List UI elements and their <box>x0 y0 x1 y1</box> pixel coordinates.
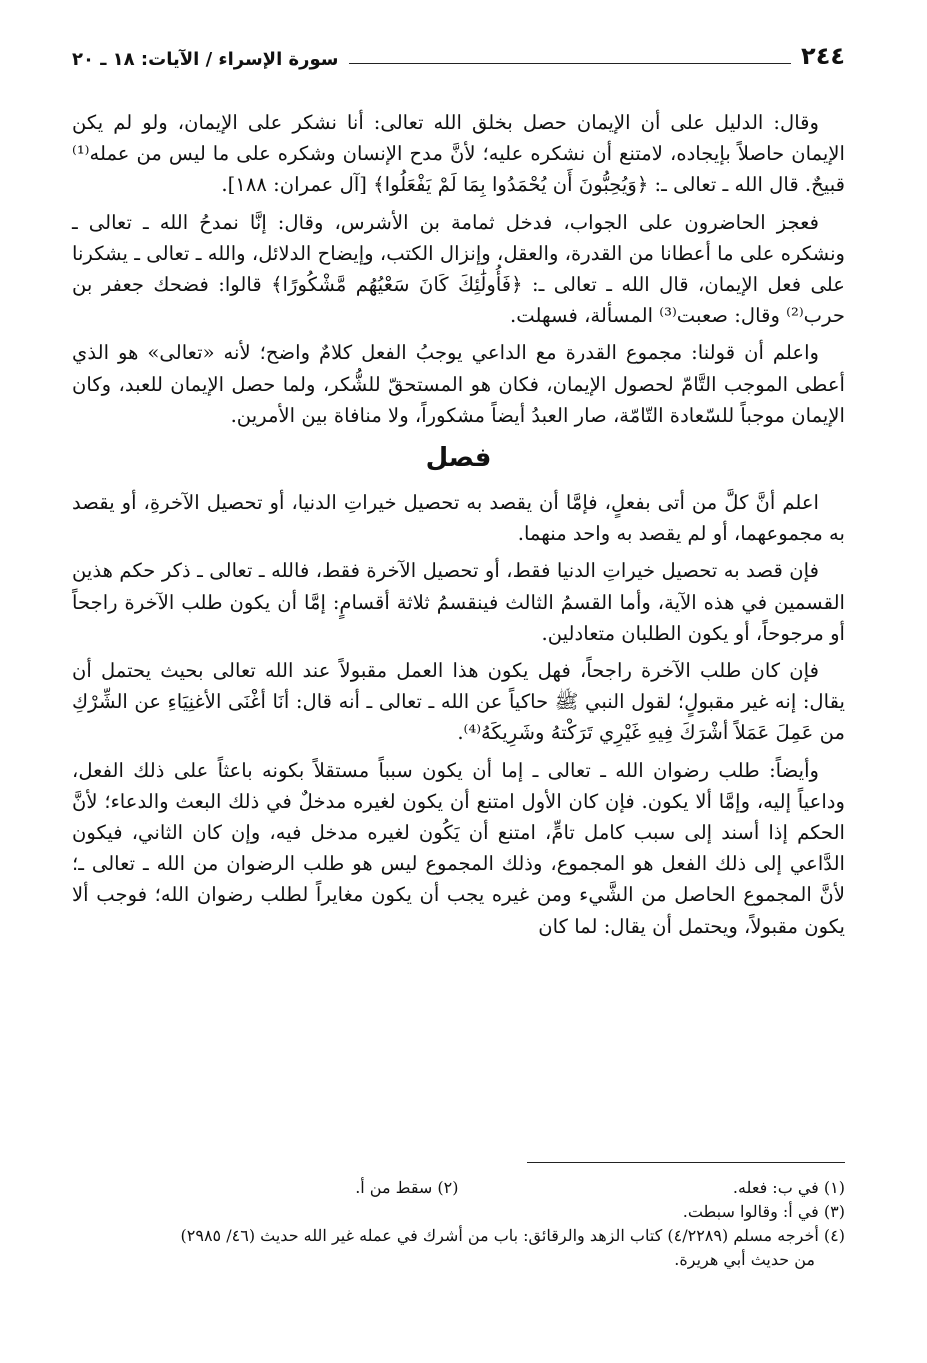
footnote-separator <box>527 1162 845 1163</box>
paragraph-3: واعلم أن قولنا: مجموع القدرة مع الداعي يوجبُ الفعل كلامٌ واضح؛ لأنه «تعالى» هو الذي أعطى الموجب التَّامّ لحصول الإيمان، فكان هو المستحقّ للشُّكر، ولما حصل الإيمان للعبد، وكان الإيمان موجباً للسّعادة التّامّة، صار العبدُ أيضاً مشكوراً، ولا منافاة بين الأمرين. <box>72 341 845 427</box>
footnote-4: (٤) أخرجه مسلم (٤/٢٢٨٩) كتاب الزهد والرقائق: باب من أشرك في عمله غير الله حديث (٤٦/ ٢٩٨٥) <box>180 1226 845 1245</box>
footnote-2: (٢) سقط من أ. <box>355 1178 459 1197</box>
paragraph-2: فعجز الحاضرون على الجواب، فدخل ثمامة بن الأشرس، وقال: إنَّا نمدحُ الله ـ تعالى ـ ونشكره على ما أعطانا من القدرة، والعقل، وإنزال الكتب، وإيضاح الدلائل، والله ـ تعالى ـ يشكرنا على فعل الإيمان، قال الله ـ تعالى ـ: ﴿فَأُولَٰئِكَ كَانَ سَعْيُهُم مَّشْكُورًا﴾ قالوا: فضحك جعفر بن حرب⁽²⁾ وقال: صعبت⁽³⁾ المسألة، فسهلت. <box>72 210 845 328</box>
footnote-1: (١) في ب: فعله. <box>732 1178 845 1197</box>
section-heading: فصل <box>425 443 492 474</box>
paragraph-1: وقال: الدليل على أن الإيمان حصل بخلق الله تعالى: أنا نشكر على الإيمان، ولو لم يكن الإيمان حاصلاً بإيجاده، لامتنع أن نشكره عليه؛ لأنَّ مدح الإنسان وشكره على ما ليس من عمله⁽¹⁾ قبيحٌ. قال الله ـ تعالى ـ: ﴿وَيُحِبُّونَ أَن يُحْمَدُوا بِمَا لَمْ يَفْعَلُوا﴾ [آل عمران: ١٨٨]. <box>72 111 845 197</box>
footnote-4-continued: من حديث أبي هريرة. <box>674 1250 815 1269</box>
sura-title: سورة الإسراء / الآيات: ١٨ ـ ٢٠ <box>72 49 339 70</box>
footnotes <box>72 1176 845 1272</box>
paragraph-5: فإن قصد به تحصيل خيراتِ الدنيا فقط، أو تحصيل الآخرة فقط، فالله ـ تعالى ـ ذكر حكم هذين القسمين في هذه الآية، وأما القسمُ الثالث فينقسمُ ثلاثة أقسامٍ: إمَّا أن يكون طلب الآخرة راجحاً أو مرجوحاً، أو يكون الطلبان متعادلين. <box>72 559 845 645</box>
paragraph-7: وأيضاً: طلب رضوان الله ـ تعالى ـ إما أن يكون سبباً مستقلاً بكونه باعثاً على ذلك الفعل، وداعياً إليه، وإمَّا ألا يكون. فإن كان الأول امتنع أن يكون لغيره مدخلٌ في ذلك البعث والدعاء؛ لأنَّ الحكم إذا أسند إلى سبب كامل تامٍّ، امتنع أن يَكُون لغيره مدخل فيه، وإن كان الثاني، فيكون الدَّاعي إلى ذلك الفعل هو المجموع، وذلك المجموع ليس هو طلب الرضوان من الله ـ تعالى ـ؛ لأنَّ المجموع الحاصل من الشَّيء ومن غيره يجب أن يكون مغايراً لطلب رضوان الله؛ فوجب ألا يكون مقبولاً، ويحتمل أن يقال: لما كان <box>72 758 845 938</box>
header-rule <box>349 63 792 64</box>
page-header <box>72 40 845 70</box>
paragraph-4: اعلم أنَّ كلَّ من أتى بفعلٍ، فإمَّا أن يقصد به تحصيل خيراتِ الدنيا، أو تحصيل الآخرةِ، أو يقصد به مجموعهما، أو لم يقصد به واحد منهما. <box>72 491 845 546</box>
paragraph-6: فإن كان طلب الآخرة راجحاً، فهل يكون هذا العمل مقبولاً عند الله تعالى بحيث يحتمل أن يقال: إنه غير مقبولٍ؛ لقول النبي ﷺ حاكياً عن الله ـ تعالى ـ أنه قال: أنَا أغْنَى الأغنِيَاءِ عن الشِّرْكِ من عَمِلَ عَمَلاً أشْرَكَ فِيهِ غَيْرِي تَرَكْتهُ وشَرِيكَهُ⁽⁴⁾. <box>72 659 845 745</box>
footnote-3: (٣) في أ: وقالوا سبطت. <box>682 1202 845 1221</box>
page-body <box>72 107 845 948</box>
page-number: ٢٤٤ <box>801 42 845 70</box>
